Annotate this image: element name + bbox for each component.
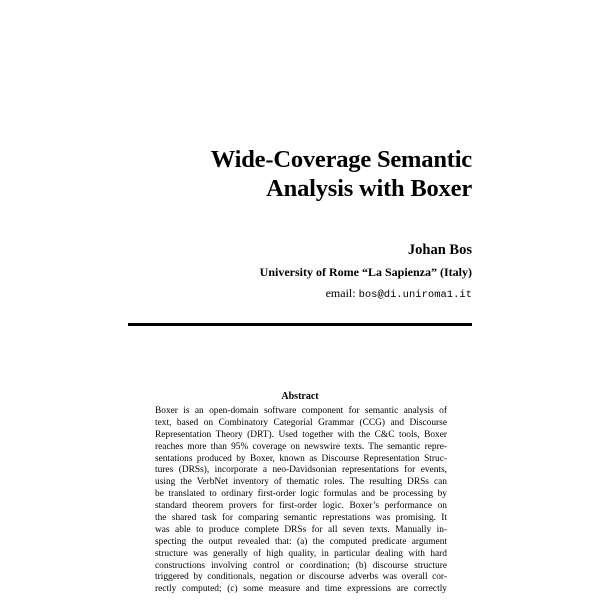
title-divider-rule: [128, 323, 472, 326]
abstract-line: sentations produced by Boxer, known as Discourse Representation Struc-: [155, 453, 447, 464]
paper-title: [142, 145, 472, 203]
abstract-heading: Abstract: [281, 391, 319, 402]
abstract-line: reaches more than 95% coverage on newswire texts. The semantic repre-: [155, 441, 447, 452]
abstract-line: structure was generally of high quality, in particular dealing with hard: [155, 548, 447, 559]
abstract-line: Boxer is an open-domain software component for semantic analysis of: [155, 406, 447, 416]
author-email: [326, 285, 472, 303]
author-affiliation: University of Rome “La Sapienza” (Italy): [259, 265, 472, 279]
abstract-line: Representation Theory (DRT). Used together with the C&C tools, Boxer: [155, 429, 447, 440]
abstract-line: triggered by conditionals, negation or discourse adverbs was overall cor-: [155, 572, 447, 583]
abstract-line: was able to produce complete DRSs for all seven texts. Manually in-: [155, 524, 447, 535]
abstract-line: constructions involving control or coordination; (b) discourse structure: [155, 560, 447, 571]
author-name: Johan Bos: [407, 242, 472, 258]
email-label: email:: [325, 286, 356, 300]
abstract-line: using the VerbNet inventory of thematic roles. The resulting DRSs can: [155, 477, 447, 488]
abstract-line: tures (DRSs), incorporate a neo-Davidsonian representations for events,: [155, 465, 447, 476]
abstract-line: be translated to ordinary first-order logic formulas and be processing by: [155, 489, 447, 500]
abstract-line: the shared task for comparing semantic represtations was promising. It: [155, 513, 447, 524]
title-line-1: Wide-Coverage Semantic: [210, 146, 472, 173]
abstract-line: rectly computed; (c) some measure and time expressions are correctly: [155, 584, 447, 595]
abstract-line: specting the output revealed that: (a) the computed predicate argument: [155, 536, 447, 547]
abstract-body: [155, 406, 447, 596]
email-address[interactable]: bos@di.uniroma1.it: [358, 289, 472, 301]
title-line-2: Analysis with Boxer: [266, 175, 472, 202]
abstract-line: standard theorem provers for first-order logic. Boxer’s performance on: [155, 501, 447, 512]
abstract-line: text, based on Combinatory Categorial Grammar (CCG) and Discourse: [155, 417, 447, 428]
